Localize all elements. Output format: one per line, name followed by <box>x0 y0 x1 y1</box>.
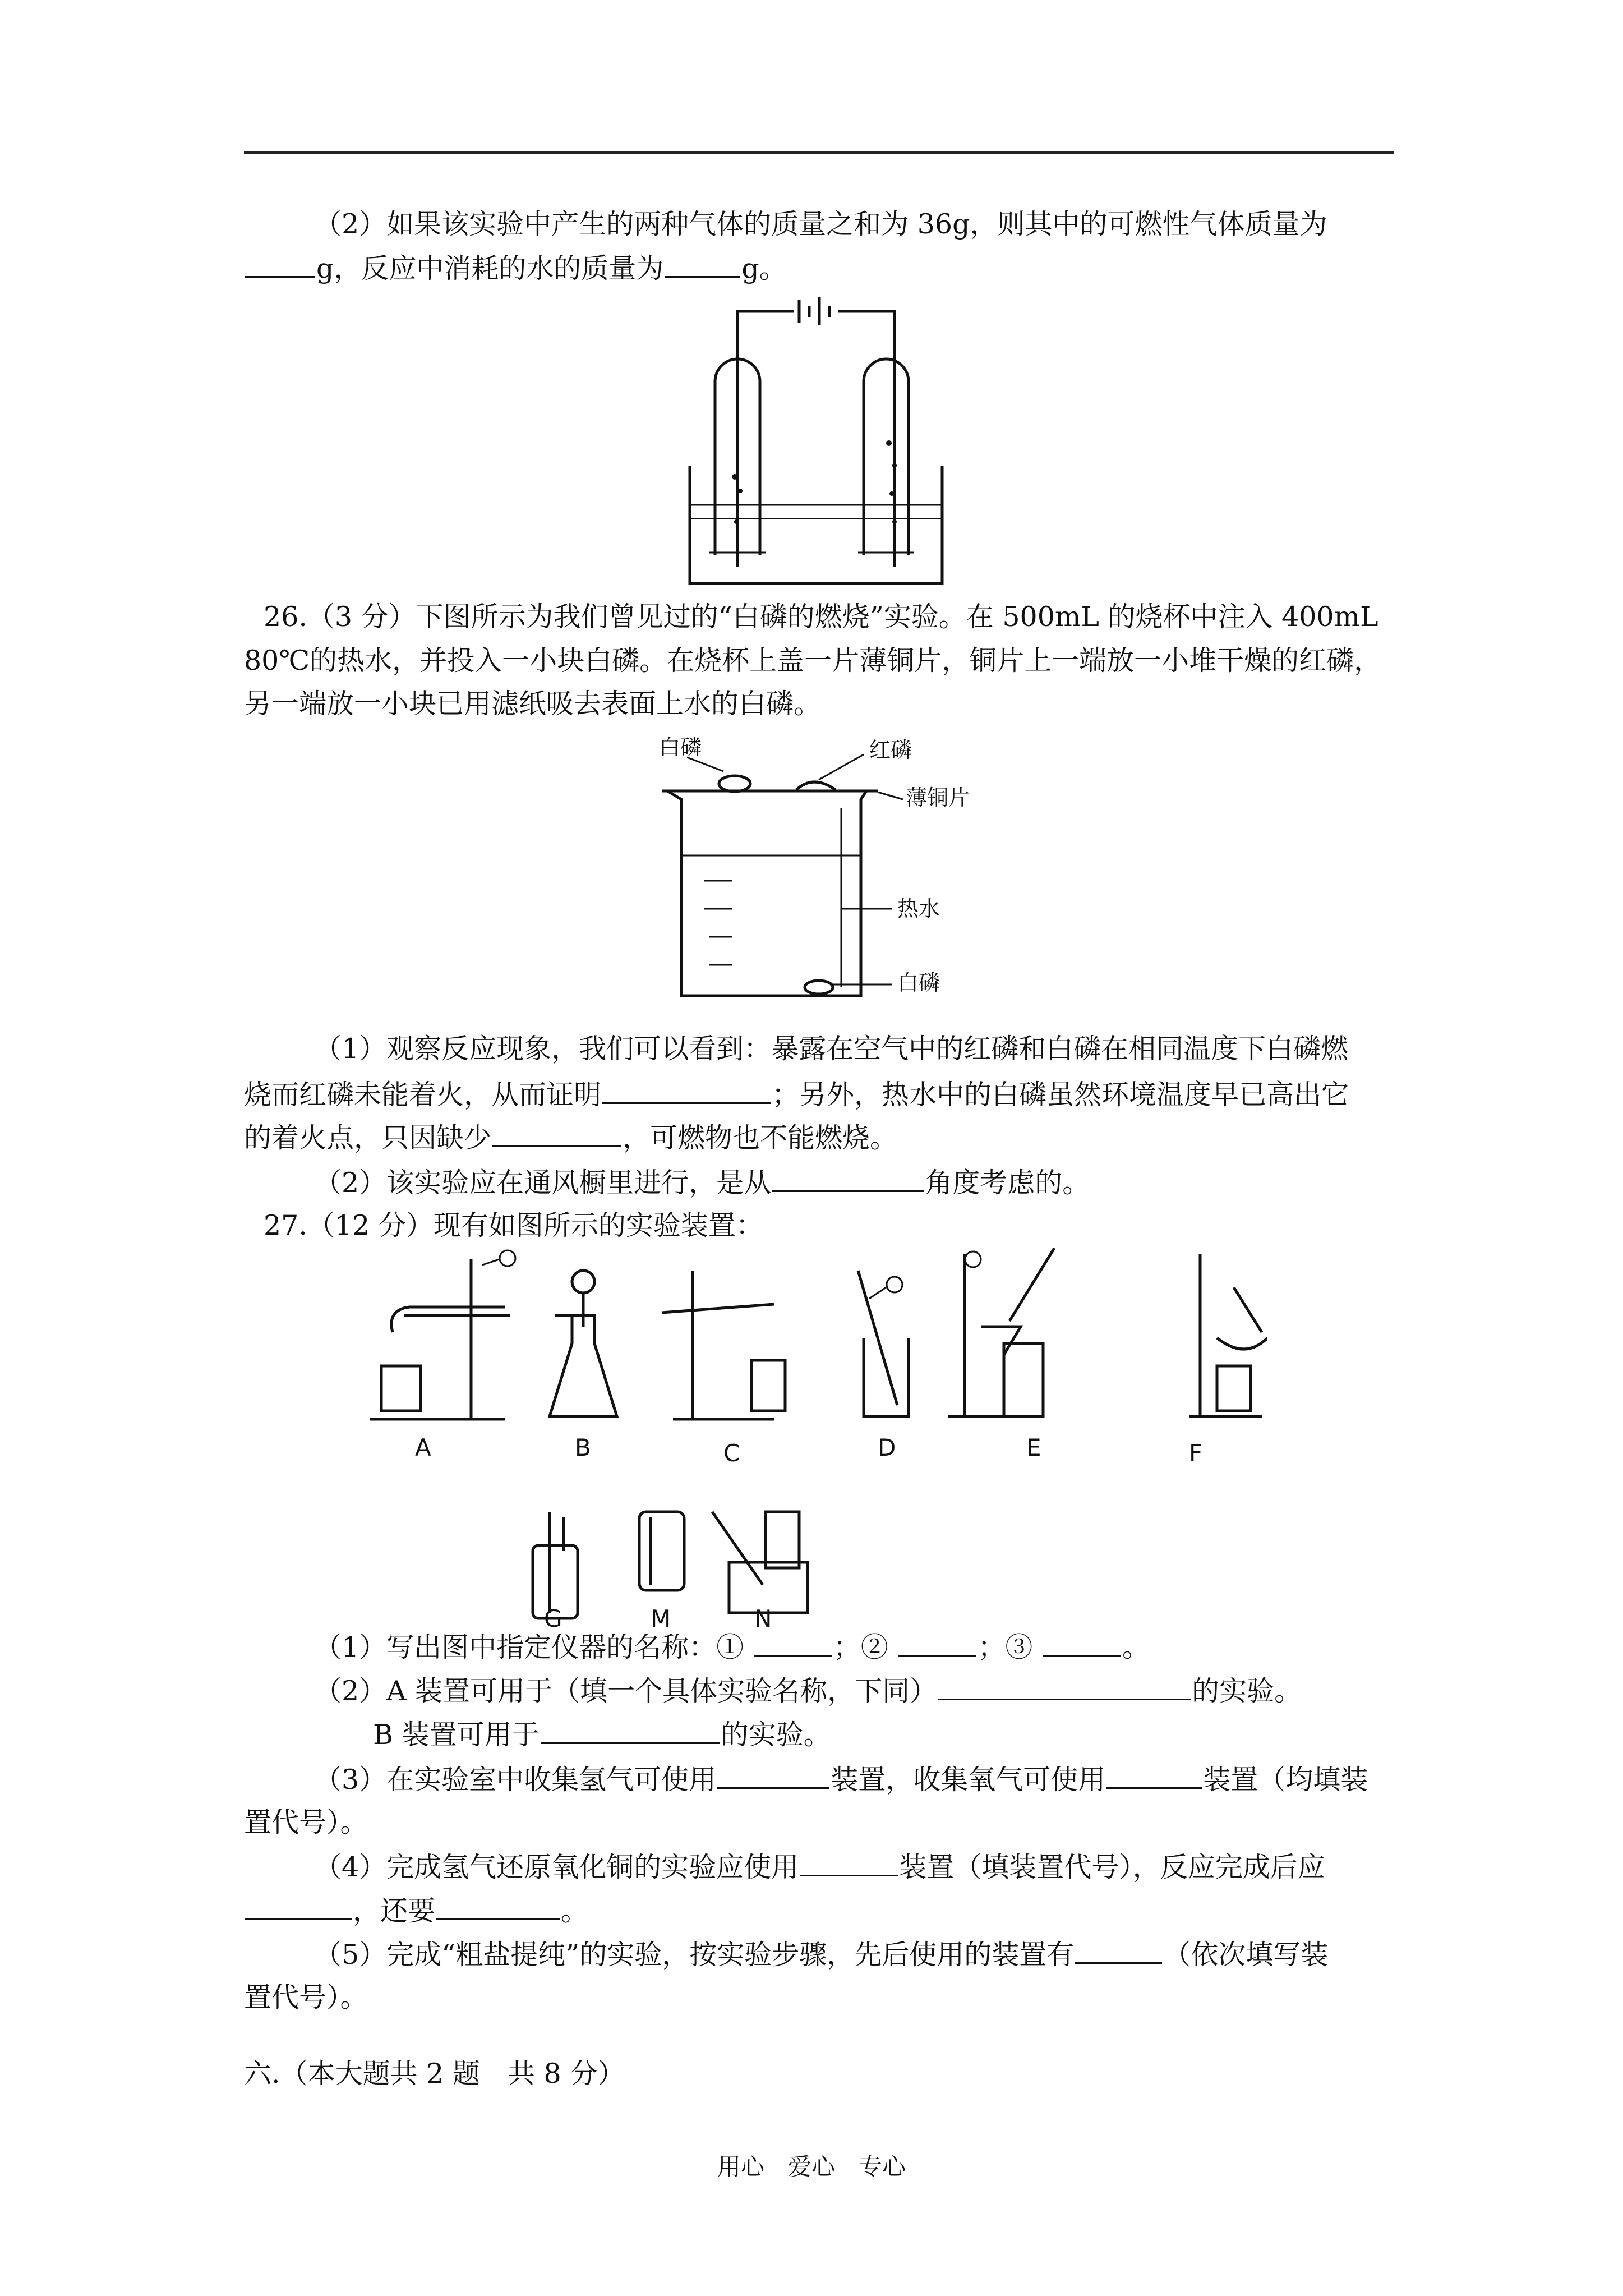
answer-blank[interactable] <box>541 1720 720 1744</box>
q27-part4-line2: ，还要 。 <box>244 1896 588 1925</box>
phosphorus-combustion-figure <box>656 729 1004 1010</box>
q26-intro-line3: 另一端放一小块已用滤纸吸去表面上水的白磷。 <box>244 688 822 720</box>
label-C: C <box>723 1439 740 1467</box>
header-rule <box>244 151 1394 154</box>
q27-part5-line2: 置代号）。 <box>244 1981 368 2013</box>
q27-part3-line1: （3）在实验室中收集氢气可使用 装置，收集氧气可使用 装置（均填装 <box>314 1764 1368 1796</box>
q26-part1-line2: 烧而红磷未能着火，从而证明 ；另外，热水中的白磷虽然环境温度早已高出它 <box>244 1079 1349 1111</box>
label-G: G <box>544 1605 562 1630</box>
answer-blank[interactable] <box>1106 1765 1202 1789</box>
q26-part1-line1: （1）观察反应现象，我们可以看到：暴露在空气中的红磷和白磷在相同温度下白磷燃 <box>314 1033 1349 1065</box>
q27-part3-line2: 置代号）。 <box>244 1806 368 1838</box>
lab-apparatus-figure <box>370 1248 1267 1630</box>
label-N: N <box>754 1605 772 1630</box>
answer-blank[interactable] <box>717 1765 829 1789</box>
label-white-phosphorus-top: 白磷 <box>659 735 702 760</box>
answer-blank[interactable] <box>245 254 315 278</box>
answer-blank-3[interactable] <box>1043 1632 1121 1657</box>
q25-part2-line2: g，反应中消耗的水的质量为 g。 <box>244 254 787 282</box>
q26-intro-line2: 80℃的热水，并投入一小块白磷。在烧杯上盖一片薄铜片，铜片上一端放一小堆干燥的红磷， <box>244 645 1382 677</box>
answer-blank-2[interactable] <box>898 1632 976 1657</box>
q27-part4-line1: （4）完成氢气还原氧化铜的实验应使用 装置（填装置代号），反应完成后应 <box>314 1851 1325 1883</box>
answer-blank[interactable] <box>492 1123 621 1147</box>
label-white-phosphorus-bottom: 白磷 <box>897 970 940 995</box>
answer-blank[interactable] <box>800 1852 898 1876</box>
answer-blank[interactable] <box>772 1168 924 1192</box>
electrolysis-apparatus-figure <box>687 297 945 589</box>
q26-part2: （2）该实验应在通风橱里进行，是从 角度考虑的。 <box>314 1167 1090 1199</box>
answer-blank-1[interactable] <box>754 1632 832 1657</box>
answer-blank[interactable] <box>245 1896 352 1920</box>
page-footer: 用心 爱心 专心 <box>717 2153 906 2180</box>
label-copper-plate: 薄铜片 <box>906 785 970 810</box>
q27-part5-line1: （5）完成“粗盐提纯”的实验，按实验步骤，先后使用的装置有 （依次填写装 <box>314 1939 1329 1971</box>
q26-intro-line1: 26.（3 分）下图所示为我们曾见过的“白磷的燃烧”实验。在 500mL 的烧杯中注入 400mL <box>264 601 1378 633</box>
label-F: F <box>1189 1439 1203 1467</box>
q27-part2-line1: （2）A 装置可用于（填一个具体实验名称，下同） 的实验。 <box>314 1675 1302 1707</box>
label-D: D <box>878 1434 896 1461</box>
q27-part2-line2: B 装置可用于 的实验。 <box>373 1719 831 1751</box>
label-A: A <box>415 1434 431 1461</box>
answer-blank[interactable] <box>436 1896 560 1920</box>
q27-part1: （1）写出图中指定仪器的名称：① ；② ；③ 。 <box>314 1631 1150 1663</box>
answer-blank[interactable] <box>602 1080 771 1104</box>
section-six-heading: 六.（本大题共 2 题 共 8 分） <box>244 2058 625 2090</box>
label-M: M <box>651 1605 671 1630</box>
label-hot-water: 热水 <box>897 896 940 921</box>
q27-intro: 27.（12 分）现有如图所示的实验装置： <box>264 1209 763 1241</box>
label-red-phosphorus: 红磷 <box>869 738 912 762</box>
answer-blank[interactable] <box>1075 1940 1162 1964</box>
q26-part1-line3: 的着火点，只因缺少 ，可燃物也不能燃烧。 <box>244 1122 898 1154</box>
label-E: E <box>1026 1434 1041 1461</box>
label-B: B <box>575 1434 591 1461</box>
answer-blank[interactable] <box>938 1676 1191 1700</box>
answer-blank[interactable] <box>665 254 740 278</box>
q25-part2-line1: （2）如果该实验中产生的两种气体的质量之和为 36g，则其中的可燃性气体质量为 <box>314 208 1327 240</box>
